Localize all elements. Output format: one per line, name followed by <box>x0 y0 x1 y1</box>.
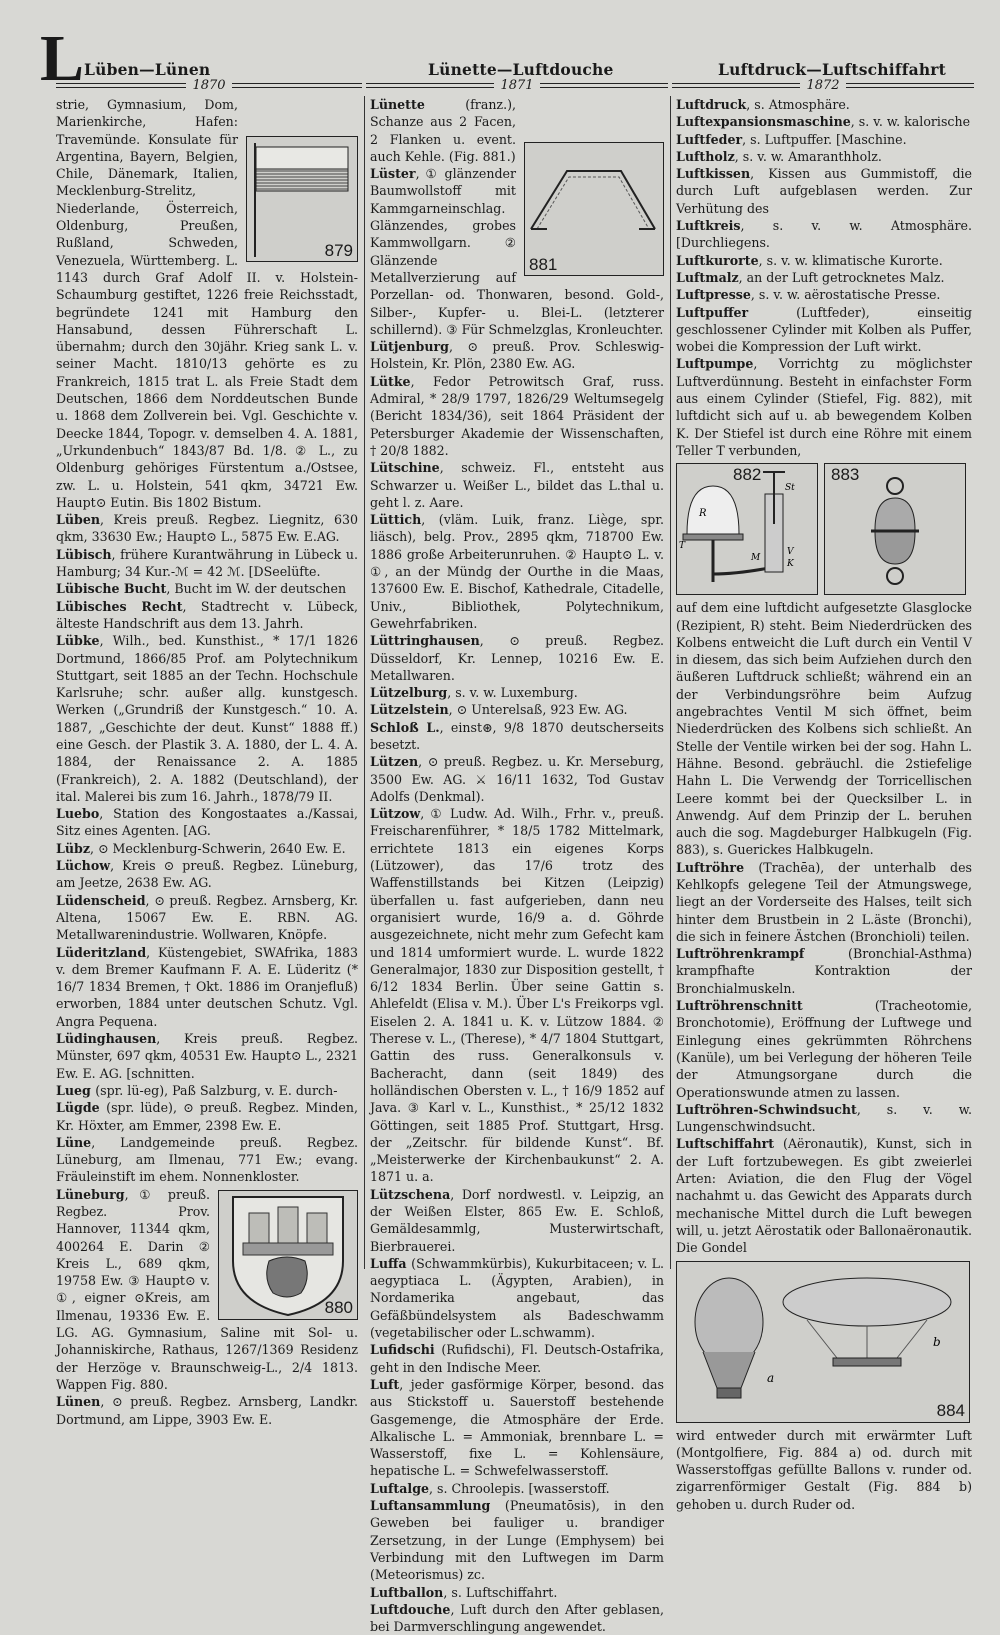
entry-headword: Lütjenburg <box>370 339 449 355</box>
entry: Luffa (Schwammkürbis), Kukurbitaceen; v. L. aegyptiaca L. (Ägypten, Arabien), in Nordamerika angebaut, das Gefäßbündelsystem als Badeschwamm (vegetabilischer oder L.schwamm). <box>370 1255 664 1341</box>
entry-headword: Luft <box>370 1376 400 1392</box>
balloons-illustration <box>677 1262 969 1422</box>
entry: Luftröhrenkrampf (Bronchial-Asthma) krampfhafte Kontraktion der Bronchialmuskeln. <box>676 946 972 996</box>
entry: Luftmalz, an der Luft getrocknetes Malz. <box>676 269 945 285</box>
entry: Lüster, ① glänzender Baumwollstoff mit Kammgarneinschlag. Glänzendes, grobes Kammwollgarn. ② Glänzende Metallverzierung auf Porzellan- od. Thonwaren, besond. Gold-, Silber-, Kupfer- u. Blei-L. (letzterer schillernd). ③ Für Schmelzglas, Kronleuchter. <box>370 166 664 337</box>
entry: Lützelburg, s. v. w. Luxemburg. <box>370 685 578 701</box>
section-letter: L <box>40 22 85 95</box>
header-middle: Lünette—Luftdouche <box>428 60 614 79</box>
entry-headword: Luftschiffahrt <box>676 1136 784 1152</box>
entry: Lüdenscheid, ⊙ preuß. Regbez. Arnsberg, Kr. Altena, 15067 Ew. E. RBN. AG. Metallwarenindustrie. Wollwaren, Knöpfe. <box>56 892 358 943</box>
entry: Lünette (franz.), Schanze aus 2 Facen, 2 Flanken u. event. auch Kehle. (Fig. 881.) <box>370 97 516 164</box>
entry: Luftröhre (Trachēa), der unterhalb des Kehlkopfs gelegene Teil der Atmungswege, liegt an der Vorderseite des Halses, teilt sich hinter dem Brustbein in 2 L.äste (Bronchi), die sich in feinere Ästchen (Bronchioli) teilen. <box>676 859 972 944</box>
column-right <box>676 96 972 1512</box>
entry: Luftballon, s. Luftschiffahrt. <box>370 1584 558 1600</box>
entry-headword: Luftkissen <box>676 166 751 182</box>
entry-headword: Lübisches Recht <box>56 598 183 614</box>
entry: Lufidschi (Rufidschi), Fl. Deutsch-Ostafrika, geht in den Indische Meer. <box>370 1342 664 1375</box>
entry-headword: Lütke <box>370 373 411 389</box>
entry-headword: Luftballon <box>370 1584 444 1600</box>
entry: Luftröhrenschnitt (Tracheotomie, Bronchotomie), Eröffnung der Luftwege und Einlegung eines gekrümmten Röhrchens (Kanüle), um bei Verlegung der höheren Teile der Atmungsorgane durch die Operationswunde atmen zu lassen. <box>676 998 972 1100</box>
page-number-left: 1870 <box>192 77 226 93</box>
entry: Luftpresse, s. v. w. aërostatische Presse. <box>676 287 941 303</box>
entry: Luftholz, s. v. w. Amaranthholz. <box>676 148 882 164</box>
figure-881-lunette <box>524 142 664 276</box>
label-K: K <box>787 559 794 570</box>
column-middle <box>370 96 665 1635</box>
entry: Luftfeder, s. Luftpuffer. [Maschine. <box>676 131 907 147</box>
entry: Lütschine, schweiz. Fl., entsteht aus Schwarzer u. Weißer L., bildet das L.thal u. geht l. z. Aare. <box>370 460 664 510</box>
entry-headword: Lüne <box>56 1134 92 1150</box>
figure-884-balloons <box>676 1261 970 1423</box>
entry-headword: Luftholz <box>676 148 735 164</box>
entry-headword: Lützen <box>370 754 419 770</box>
entry-headword: Lüchow <box>56 858 111 874</box>
figure-881-number: 881 <box>529 254 558 274</box>
entry: Lüne, Landgemeinde preuß. Regbez. Lüneburg, am Ilmenau, 771 Ew.; evang. Fräuleinstift im ehem. Nonnenkloster. <box>56 1134 358 1185</box>
entry-headword: Luftröhre <box>676 859 759 875</box>
entry: Luftexpansionsmaschine, s. v. w. kalorische <box>676 114 971 130</box>
entry-headword: Lüderitzland <box>56 944 147 960</box>
page-number-middle: 1871 <box>500 77 534 93</box>
entry-headword: Luftmalz <box>676 269 739 285</box>
entry-headword: Lüttich <box>370 512 422 528</box>
entry-headword: Luftdruck <box>676 97 747 112</box>
figure-882-number: 882 <box>733 465 762 485</box>
entry: Luftkreis, s. v. w. Atmosphäre. [Durchliegens. <box>676 218 972 251</box>
entry-headword: Luftröhren-Schwindsucht <box>676 1101 857 1117</box>
entry-headword: Lützow <box>370 806 421 822</box>
entry-headword: Lütschine <box>370 460 440 476</box>
page-number-right: 1872 <box>806 77 840 93</box>
entry: Luft, jeder gasförmige Körper, besond. das aus Stickstoff u. Sauerstoff bestehende Gasgemenge, die Atmosphäre der Erde. Alkalische L. = Ammoniak, brennbare L. = Wasserstoff, fixe L. = Kohlensäure, hepatische L. = Schwefelwasserstoff. <box>370 1376 664 1479</box>
entry: Luftkurorte, s. v. w. klimatische Kurorte. <box>676 252 943 268</box>
entry-headword: Lüttringhausen <box>370 633 480 649</box>
entry-headword: Schloß L. <box>370 719 440 735</box>
label-St: St <box>785 483 795 494</box>
entry: auf dem eine luftdicht aufgesetzte Glasglocke (Rezipient, R) steht. Beim Niederdrücken des Kolbens entweicht die Luft durch ein Ventil V in diesem, das sich beim Aufziehen durch den äußeren Luftdruck schließt; während ein an der Verbindungsröhre beim Aufzug angebrachtes Ventil M sich öffnet, beim Niederdrücken des Kolbens sich schließt. An Stelle der Ventile wirken bei der sog. Hahn L. Hähne. Besond. gebräuchl. die 2stiefelige Hahn L. Die Verwendg der Torricellischen Leere kommt bei der Quecksilber L. in Anwendg. Auf dem Prinzip der L. beruhen auch die sog. Magdeburger Halbkugeln (Fig. 883), s. Guerickes Halbkugeln. <box>676 600 972 858</box>
label-T: T <box>679 541 686 552</box>
entry-headword: Luffa <box>370 1255 412 1271</box>
entry-headword: Lüben <box>56 512 100 528</box>
figure-882-air-pump <box>676 463 818 595</box>
figures-882-883-row <box>676 463 972 595</box>
label-M: M <box>751 553 761 564</box>
entry: Lüdinghausen, Kreis preuß. Regbez. Münster, 697 qkm, 40531 Ew. Haupt⊙ L., 2321 Ew. E. AG. [schnitten. <box>56 1031 358 1081</box>
label-b: b <box>933 1334 941 1349</box>
entry: Luftansammlung (Pneumatōsis), in den Geweben bei fauliger u. brandiger Zersetzung, in der Lunge (Emphysem) bei Verbindung mit den Luftwegen im Darm (Meteorismus) zc. <box>370 1498 664 1583</box>
entry: Lützow, ① Ludw. Ad. Wilh., Frhr. v., preuß. Freischarenführer, * 18/5 1782 Mittelmark, errichtete 1813 ein eigenes Korps (Lützower), das 17/6 trotz des Waffenstillstands bei Kitzen (Leipzig) überfallen u. fast aufgerieben, dann neu organisiert wurde, 16/9 a. d. Göhrde ausgezeichnete, nicht mehr zum Gefecht kam und 1814 umformiert wurde. L. wurde 1822 Generalmajor, 1830 zur Disposition gestellt, † 6/12 1834 Berlin. Über seine Gattin s. Ahlefeldt (Elisa v. M.). Über L's Freikorps vgl. Eiselen 2. A. 1841 u. K. v. Lützow 1884. ② Therese v. L., (Therese), * 4/7 1804 Stuttgart, Gattin des russ. Generalkonsuls v. Bacheracht, dann (seit 1849) des holländischen Obersten v. L., † 16/9 1852 auf Java. ③ Karl v. L., Kunsthist., * 25/12 1832 Göttingen, seit 1885 Prof. Stuttgart, Hrsg. der „Zeitschr. für bildende Kunst“. Bf. „Meisterwerke der Kirchenbaukunst“ 2. A. 1871 u. a. <box>370 806 664 1185</box>
figure-879-number: 879 <box>324 240 353 260</box>
entry-headword: Lüneburg <box>56 1186 125 1202</box>
page-number-left-bar <box>56 77 362 93</box>
entry: Lützschena, Dorf nordwestl. v. Leipzig, an der Weißen Elster, 865 Ew. E. Schloß, Gemäldesammlg, Musterwirtschaft, Bierbrauerei. <box>370 1186 664 1254</box>
entry: Lübz, ⊙ Mecklenburg-Schwerin, 2640 Ew. E. <box>56 840 346 856</box>
entry: Luftpumpe, Vorrichtg zu möglichster Luftverdünnung. Besteht in einfachster Form aus einem Cylinder (Stiefel, Fig. 882), mit luftdicht sich auf u. ab bewegendem Kolben K. Der Stiefel ist durch eine Röhre mit einem Teller T verbunden, <box>676 356 972 458</box>
entry: Lüderitzland, Küstengebiet, SWAfrika, 1883 v. dem Bremer Kaufmann F. A. E. Lüderitz (* 16/7 1834 Bremen, † Okt. 1886 im Oranjefluß) erworben, 1884 unter deutschen Schutz. Vgl. Angra Pequena. <box>56 944 358 1029</box>
entry-headword: Luftkurorte <box>676 252 759 268</box>
entry-headword: Luftalge <box>370 1480 430 1496</box>
figure-879-flag <box>246 136 358 262</box>
entry: Lüchow, Kreis ⊙ preuß. Regbez. Lüneburg, am Jeetze, 2638 Ew. AG. <box>56 858 358 891</box>
label-a: a <box>767 1370 775 1385</box>
entry: Lübische Bucht, Bucht im W. der deutschen <box>56 581 347 597</box>
column-left <box>56 96 358 1427</box>
entry: Luftkissen, Kissen aus Gummistoff, die durch Luft aufgeblasen werden. Zur Verhütung des <box>676 166 972 216</box>
entry-headword: Lünette <box>370 97 466 112</box>
entry-headword: Lüster <box>370 166 416 182</box>
entry: Luftschiffahrt (Aëronautik), Kunst, sich in der Luft fortzubewegen. Es gibt zweierlei Arten: Aviation, die den Flug der Vögel nachahmt u. das Gewicht des Apparats durch mechanische Mittel durch die Luft bewegen will, u. jetzt Aërostatik oder Ballonaëronautik. Die Gondel <box>676 1136 972 1256</box>
entry: Lütjenburg, ⊙ preuß. Prov. Schleswig-Holstein, Kr. Plön, 2380 Ew. AG. <box>370 339 664 372</box>
entry: Lütke, Fedor Petrowitsch Graf, russ. Admiral, * 28/9 1797, 1826/29 Weltumsegelg (Bericht 1834/36), seit 1864 Präsident der Petersburger Akademie der Wissenschaften, † 20/8 1882. <box>370 373 664 458</box>
entry: Luftpuffer (Luftfeder), einseitig geschlossener Cylinder mit Kolben als Puffer, wobei die Kompression der Luft wirkt. <box>676 304 972 355</box>
entry-headword: Lufidschi <box>370 1342 442 1358</box>
entry-headword: Luftexpansionsmaschine <box>676 114 851 130</box>
entry-headword: Luftpumpe <box>676 356 754 372</box>
entry-headword: Luftansammlung <box>370 1498 505 1514</box>
entry: Luebo, Station des Kongostaates a./Kassai, Sitz eines Agenten. [AG. <box>56 806 358 839</box>
entry: Lüneburg, ① preuß. Regbez. Prov. Hannover, 11344 qkm, 400264 E. Darin ② Kreis L., 689 qkm, 19758 Ew. ③ Haupt⊙ v. ①, eigner ⊙Kreis, am Ilmenau, 19336 Ew. E. LG. AG. Gymnasium, Saline mit Sol- u. Johanniskirche, Rathaus, 1267/1369 Residenz der Herzöge v. Braunschweig-L., 2/4 1813. Wappen Fig. 880. <box>56 1186 358 1392</box>
entry: Lueg (spr. lü-eg), Paß Salzburg, v. E. durch- <box>56 1082 338 1098</box>
entry-headword: Lübische Bucht <box>56 581 167 597</box>
entry: Luftröhren-Schwindsucht, s. v. w. Lungenschwindsucht. <box>676 1101 972 1135</box>
label-R: R <box>699 508 707 520</box>
entry-headword: Luftpuffer <box>676 304 797 320</box>
entry-headword: Luftfeder <box>676 131 743 147</box>
figure-880-coat-of-arms <box>218 1190 358 1320</box>
entry-headword: Lüdinghausen <box>56 1031 157 1047</box>
entry: Luftalge, s. Chroolepis. [wasserstoff. <box>370 1480 610 1496</box>
entry-headword: Lübz <box>56 840 90 856</box>
figure-884-number: 884 <box>936 1401 965 1421</box>
entry: Lünen, ⊙ preuß. Regbez. Arnsberg, Landkr. Dortmund, am Lippe, 3903 Ew. E. <box>56 1394 358 1427</box>
entry: Lüttringhausen, ⊙ preuß. Regbez. Düsseldorf, Kr. Lennep, 10216 Ew. E. Metallwaren. <box>370 633 664 683</box>
entry: Lübke, Wilh., bed. Kunsthist., * 17/1 1826 Dortmund, 1866/85 Prof. am Polytechnikum Stuttgart, seit 1885 an der Techn. Hochschule Karlsruhe; schr. außer allg. kunstgesch. Werken („Grundriß der Kunstgesch.“ 10. A. 1887, „Geschichte der deut. Kunst“ 1888 ff.) eine Gesch. der Plastik 3. A. 1880, der L. 4. A. 1884, der Renaissance 2. A. 1885 (Frankreich), 2. A. 1882 (Deutschland), der ital. Malerei bis zum 16. Jahrh., 1878/79 II. <box>56 633 358 804</box>
label-V: V <box>787 547 794 558</box>
entry: Lübisches Recht, Stadtrecht v. Lübeck, älteste Handschrift aus dem 13. Jahrh. <box>56 598 358 631</box>
entry-headword: Lügde <box>56 1100 107 1116</box>
header-left: Lüben—Lünen <box>84 60 211 79</box>
entry: Lüben, Kreis preuß. Regbez. Liegnitz, 630 qkm, 33630 Ew.; Haupt⊙ L., 5875 Ew. E.AG. <box>56 512 358 545</box>
entry: Luftdruck, s. Atmosphäre. <box>676 97 850 112</box>
entry: Lüttich, (vläm. Luik, franz. Liège, spr. liäsch), belg. Prov., 2895 qkm, 718700 Ew. 1886 große Arbeiterunruhen. ② Haupt⊙ L. v. ①, an der Mündg der Ourthe in die Maas, 137600 Ew. E. Bischof, Kathedrale, Citadelle, Univ., Bibliothek, Polytechnikum, Gewehrfabriken. <box>370 512 664 631</box>
entry-headword: Luftkreis <box>676 218 741 234</box>
entry: Lützelstein, ⊙ Unterelsaß, 923 Ew. AG. <box>370 702 628 718</box>
entry-headword: Lützelstein <box>370 702 449 718</box>
figure-883-magdeburg-hemispheres <box>824 463 966 595</box>
entry-headword: Lübisch <box>56 546 112 562</box>
entry-headword: Lüdenscheid <box>56 892 146 908</box>
entry: Lübisch, frühere Kurantwährung in Lübeck u. Hamburg; 34 Kur.-ℳ = 42 ℳ. [DSeelüfte. <box>56 546 358 580</box>
entry: strie, Gymnasium, Dom, Marienkirche, Hafen: Travemünde. Konsulate für Argentina, Bayern, Belgien, Chile, Dänemark, Italien, Mecklenburg-Strelitz, Niederlande, Österreich, Oldenburg, Preußen, Rußland, Schweden, Venezuela, Württemberg. L. 1143 durch Graf Adolf II. v. Holstein-Schaumburg gestiftet, 1226 freie Reichsstadt, begründete 1241 mit Hamburg den Hansabund, dessen Führerschaft L. übernahm; durch den 30jähr. Krieg sank L. v. seiner Macht. 1810/13 gehörte es zu Frankreich, 1815 trat L. als Freie Stadt dem Deutschen, 1866 dem Norddeutschen Bunde u. 1868 dem Zollverein bei. Vgl. Geschichte v. Deecke 1844, Topogr. v. demselben 4. A. 1881, „Urkundenbuch“ 1843/87 Bd. 1/8. ② L., zu Oldenburg gehöriges Fürstentum a./Ostsee, zw. L. u. Holstein, 541 qkm, 34721 Ew. Haupt⊙ Eutin. Bis 1802 Bistum. <box>56 97 358 510</box>
page-number-middle-bar <box>366 77 668 93</box>
entry-headword: Luebo <box>56 806 100 822</box>
entry-headword: Luftdouche <box>370 1601 451 1617</box>
entry-headword: Luftröhrenkrampf <box>676 946 849 962</box>
page-number-right-bar <box>672 77 974 93</box>
figure-883-number: 883 <box>831 465 860 485</box>
entry-headword: Lützschena <box>370 1186 451 1202</box>
entry-headword: Lueg <box>56 1082 96 1098</box>
entry-headword: Lünen <box>56 1394 101 1410</box>
entry: Lützen, ⊙ preuß. Regbez. u. Kr. Merseburg, 3500 Ew. AG. ⚔ 16/11 1632, Tod Gustav Adolfs (Denkmal). <box>370 754 664 804</box>
figure-880-number: 880 <box>324 1298 353 1318</box>
entry-headword: Lübke <box>56 633 100 649</box>
entry: Luftdouche, Luft durch den After geblasen, bei Darmverschlingung angewendet. <box>370 1601 664 1635</box>
column-divider <box>364 96 365 1269</box>
column-divider <box>670 96 671 1269</box>
header-right: Luftdruck—Luftschiffahrt <box>718 60 947 79</box>
entry-headword: Lützelburg <box>370 685 448 701</box>
entry-headword: Luftröhrenschnitt <box>676 998 875 1014</box>
entry-headword: Luftpresse <box>676 287 751 303</box>
entry: Schloß L., einst⊛, 9/8 1870 deutscherseits besetzt. <box>370 719 665 752</box>
entry: Lügde (spr. lüde), ⊙ preuß. Regbez. Minden, Kr. Höxter, am Emmer, 2398 Ew. E. <box>56 1100 358 1133</box>
entry: wird entweder durch mit erwärmter Luft (Montgolfiere, Fig. 884 a) od. durch mit Wasserstoffgas gefüllte Ballons v. runder od. zigarrenförmiger Gestalt (Fig. 884 b) gehoben u. durch Ruder od. <box>676 1427 972 1512</box>
